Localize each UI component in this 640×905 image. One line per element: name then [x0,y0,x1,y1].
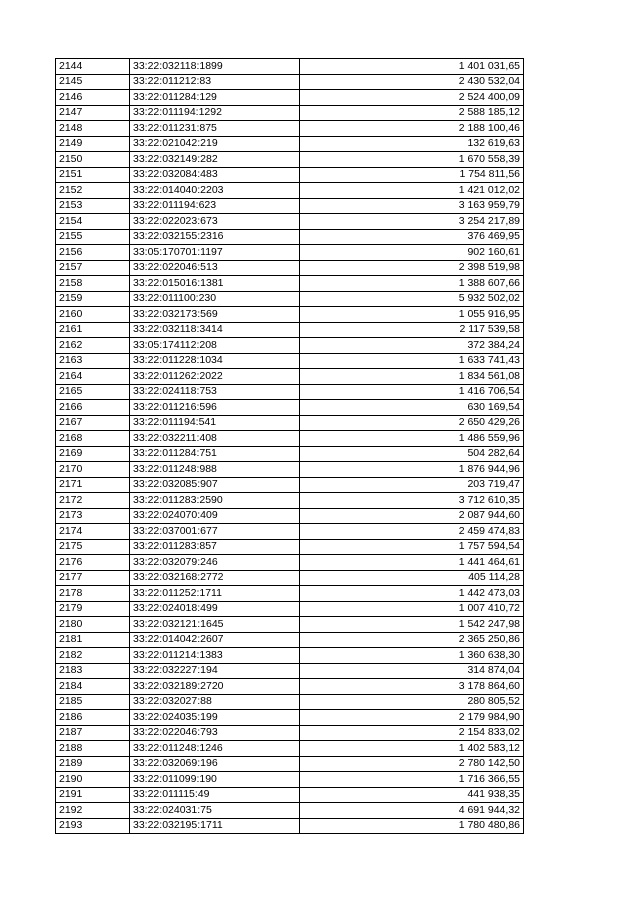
table-row [56,508,524,524]
cadastral-value-cell: 1 486 559,96 [300,431,524,447]
row-number-cell: 2155 [56,229,130,245]
table-row [56,741,524,757]
cadastral-number-cell: 33:22:011252:1711 [130,586,300,602]
cadastral-number-cell: 33:22:022046:513 [130,260,300,276]
row-number-cell: 2149 [56,136,130,152]
row-number-cell: 2188 [56,741,130,757]
cadastral-value-cell: 902 160,61 [300,245,524,261]
table-row [56,353,524,369]
cadastral-number-cell: 33:22:032227:194 [130,663,300,679]
cadastral-value-cell: 1 421 012,02 [300,183,524,199]
table-row [56,586,524,602]
row-number-cell: 2191 [56,787,130,803]
cadastral-number-cell: 33:22:011228:1034 [130,353,300,369]
row-number-cell: 2174 [56,524,130,540]
table-row [56,694,524,710]
row-number-cell: 2162 [56,338,130,354]
cadastral-value-cell: 3 163 959,79 [300,198,524,214]
cadastral-number-cell: 33:22:024018:499 [130,601,300,617]
cadastral-value-cell: 2 087 944,60 [300,508,524,524]
table-row [56,446,524,462]
cadastral-number-cell: 33:22:032121:1645 [130,617,300,633]
row-number-cell: 2165 [56,384,130,400]
row-number-cell: 2160 [56,307,130,323]
cadastral-number-cell: 33:22:011284:129 [130,90,300,106]
cadastral-value-cell: 1 441 464,61 [300,555,524,571]
table-row [56,105,524,121]
row-number-cell: 2192 [56,803,130,819]
cadastral-number-cell: 33:22:014042:2607 [130,632,300,648]
cadastral-value-cell: 405 114,28 [300,570,524,586]
cadastral-number-cell: 33:22:011248:1246 [130,741,300,757]
table-row [56,74,524,90]
cadastral-value-cell: 4 691 944,32 [300,803,524,819]
cadastral-value-cell: 2 780 142,50 [300,756,524,772]
cadastral-number-cell: 33:22:032079:246 [130,555,300,571]
cadastral-value-cell: 2 188 100,46 [300,121,524,137]
row-number-cell: 2173 [56,508,130,524]
table-row [56,787,524,803]
cadastral-number-cell: 33:22:032118:1899 [130,59,300,75]
cadastral-value-cell: 1 716 366,55 [300,772,524,788]
cadastral-number-cell: 33:22:011216:596 [130,400,300,416]
row-number-cell: 2170 [56,462,130,478]
cadastral-value-cell: 1 834 561,08 [300,369,524,385]
cadastral-value-cell: 2 588 185,12 [300,105,524,121]
cadastral-number-cell: 33:22:011262:2022 [130,369,300,385]
table-row [56,617,524,633]
cadastral-number-cell: 33:22:022046:793 [130,725,300,741]
cadastral-value-cell: 1 876 944,96 [300,462,524,478]
cadastral-number-cell: 33:22:032085:907 [130,477,300,493]
row-number-cell: 2189 [56,756,130,772]
cadastral-value-cell: 1 780 480,86 [300,818,524,834]
cadastral-number-cell: 33:22:011231:875 [130,121,300,137]
table-row [56,214,524,230]
cadastral-value-cell: 1 442 473,03 [300,586,524,602]
row-number-cell: 2186 [56,710,130,726]
document-page [55,58,524,834]
row-number-cell: 2180 [56,617,130,633]
cadastral-value-cell: 3 254 217,89 [300,214,524,230]
cadastral-value-cell: 1 542 247,98 [300,617,524,633]
cadastral-number-cell: 33:22:024118:753 [130,384,300,400]
row-number-cell: 2190 [56,772,130,788]
table-row [56,338,524,354]
row-number-cell: 2156 [56,245,130,261]
table-row [56,384,524,400]
row-number-cell: 2169 [56,446,130,462]
row-number-cell: 2184 [56,679,130,695]
cadastral-number-cell: 33:05:174112:208 [130,338,300,354]
cadastral-value-cell: 203 719,47 [300,477,524,493]
cadastral-value-cell: 280 805,52 [300,694,524,710]
cadastral-number-cell: 33:22:011248:988 [130,462,300,478]
row-number-cell: 2152 [56,183,130,199]
cadastral-value-cell: 2 650 429,26 [300,415,524,431]
row-number-cell: 2161 [56,322,130,338]
cadastral-value-cell: 1 055 916,95 [300,307,524,323]
row-number-cell: 2167 [56,415,130,431]
cadastral-number-cell: 33:22:011283:857 [130,539,300,555]
cadastral-number-cell: 33:22:032118:3414 [130,322,300,338]
cadastral-value-cell: 3 178 864,60 [300,679,524,695]
cadastral-number-cell: 33:22:032168:2772 [130,570,300,586]
table-row [56,756,524,772]
cadastral-value-cell: 1 754 811,56 [300,167,524,183]
row-number-cell: 2159 [56,291,130,307]
table-row [56,415,524,431]
cadastral-value-cell: 376 469,95 [300,229,524,245]
cadastral-number-cell: 33:22:011115:49 [130,787,300,803]
cadastral-value-cell: 372 384,24 [300,338,524,354]
row-number-cell: 2145 [56,74,130,90]
table-row [56,167,524,183]
cadastral-value-cell: 1 633 741,43 [300,353,524,369]
cadastral-number-cell: 33:05:170701:1197 [130,245,300,261]
table-row [56,400,524,416]
table-row [56,803,524,819]
table-row [56,369,524,385]
cadastral-number-cell: 33:22:032189:2720 [130,679,300,695]
table-row [56,462,524,478]
row-number-cell: 2147 [56,105,130,121]
cadastral-number-cell: 33:22:011099:190 [130,772,300,788]
table-row [56,772,524,788]
cadastral-number-cell: 33:22:011194:1292 [130,105,300,121]
table-row [56,725,524,741]
table-row [56,90,524,106]
cadastral-value-cell: 2 398 519,98 [300,260,524,276]
cadastral-number-cell: 33:22:021042:219 [130,136,300,152]
cadastral-value-cell: 1 388 607,66 [300,276,524,292]
row-number-cell: 2178 [56,586,130,602]
row-number-cell: 2176 [56,555,130,571]
cadastral-number-cell: 33:22:032195:1711 [130,818,300,834]
cadastral-value-cell: 441 938,35 [300,787,524,803]
cadastral-value-cell: 2 117 539,58 [300,322,524,338]
row-number-cell: 2168 [56,431,130,447]
table-row [56,679,524,695]
cadastral-number-cell: 33:22:032084:483 [130,167,300,183]
row-number-cell: 2157 [56,260,130,276]
row-number-cell: 2164 [56,369,130,385]
cadastral-value-cell: 5 932 502,02 [300,291,524,307]
row-number-cell: 2193 [56,818,130,834]
cadastral-number-cell: 33:22:032149:282 [130,152,300,168]
cadastral-number-cell: 33:22:022023:673 [130,214,300,230]
table-row [56,818,524,834]
cadastral-value-table [55,58,524,834]
table-row [56,307,524,323]
row-number-cell: 2177 [56,570,130,586]
table-row [56,291,524,307]
row-number-cell: 2183 [56,663,130,679]
table-row [56,570,524,586]
row-number-cell: 2146 [56,90,130,106]
table-row [56,245,524,261]
row-number-cell: 2163 [56,353,130,369]
table-row [56,260,524,276]
table-row [56,198,524,214]
cadastral-value-cell: 1 007 410,72 [300,601,524,617]
cadastral-value-cell: 2 459 474,83 [300,524,524,540]
cadastral-value-cell: 2 524 400,09 [300,90,524,106]
cadastral-number-cell: 33:22:014040:2203 [130,183,300,199]
table-row [56,276,524,292]
cadastral-number-cell: 33:22:024035:199 [130,710,300,726]
cadastral-number-cell: 33:22:024070:409 [130,508,300,524]
cadastral-value-cell: 630 169,54 [300,400,524,416]
cadastral-value-cell: 1 360 638,30 [300,648,524,664]
cadastral-number-cell: 33:22:015016:1381 [130,276,300,292]
row-number-cell: 2154 [56,214,130,230]
row-number-cell: 2153 [56,198,130,214]
table-row [56,121,524,137]
cadastral-number-cell: 33:22:032155:2316 [130,229,300,245]
table-row [56,183,524,199]
cadastral-value-cell: 2 365 250,86 [300,632,524,648]
cadastral-number-cell: 33:22:032069:196 [130,756,300,772]
cadastral-number-cell: 33:22:011100:230 [130,291,300,307]
row-number-cell: 2150 [56,152,130,168]
cadastral-value-cell: 2 154 833,02 [300,725,524,741]
cadastral-number-cell: 33:22:032211:408 [130,431,300,447]
table-row [56,322,524,338]
table-row [56,663,524,679]
cadastral-value-cell: 1 401 031,65 [300,59,524,75]
cadastral-number-cell: 33:22:032173:569 [130,307,300,323]
row-number-cell: 2151 [56,167,130,183]
cadastral-number-cell: 33:22:011214:1383 [130,648,300,664]
cadastral-number-cell: 33:22:037001:677 [130,524,300,540]
cadastral-value-cell: 132 619,63 [300,136,524,152]
cadastral-value-cell: 504 282,64 [300,446,524,462]
cadastral-value-cell: 314 874,04 [300,663,524,679]
row-number-cell: 2148 [56,121,130,137]
row-number-cell: 2175 [56,539,130,555]
cadastral-value-cell: 2 430 532,04 [300,74,524,90]
table-row [56,477,524,493]
cadastral-number-cell: 33:22:032027:88 [130,694,300,710]
row-number-cell: 2172 [56,493,130,509]
table-row [56,493,524,509]
row-number-cell: 2166 [56,400,130,416]
table-row [56,648,524,664]
row-number-cell: 2181 [56,632,130,648]
table-row [56,152,524,168]
cadastral-value-cell: 1 757 594,54 [300,539,524,555]
cadastral-number-cell: 33:22:011212:83 [130,74,300,90]
table-row [56,59,524,75]
cadastral-value-cell: 1 670 558,39 [300,152,524,168]
table-body [56,59,524,834]
table-row [56,555,524,571]
cadastral-number-cell: 33:22:011284:751 [130,446,300,462]
row-number-cell: 2144 [56,59,130,75]
table-row [56,524,524,540]
table-row [56,539,524,555]
cadastral-value-cell: 1 416 706,54 [300,384,524,400]
cadastral-number-cell: 33:22:024031:75 [130,803,300,819]
row-number-cell: 2179 [56,601,130,617]
cadastral-number-cell: 33:22:011194:541 [130,415,300,431]
row-number-cell: 2182 [56,648,130,664]
row-number-cell: 2187 [56,725,130,741]
cadastral-number-cell: 33:22:011283:2590 [130,493,300,509]
table-row [56,136,524,152]
row-number-cell: 2185 [56,694,130,710]
table-row [56,710,524,726]
table-row [56,229,524,245]
row-number-cell: 2171 [56,477,130,493]
table-row [56,601,524,617]
cadastral-value-cell: 2 179 984,90 [300,710,524,726]
table-row [56,431,524,447]
cadastral-value-cell: 3 712 610,35 [300,493,524,509]
cadastral-number-cell: 33:22:011194:623 [130,198,300,214]
row-number-cell: 2158 [56,276,130,292]
cadastral-value-cell: 1 402 583,12 [300,741,524,757]
table-row [56,632,524,648]
